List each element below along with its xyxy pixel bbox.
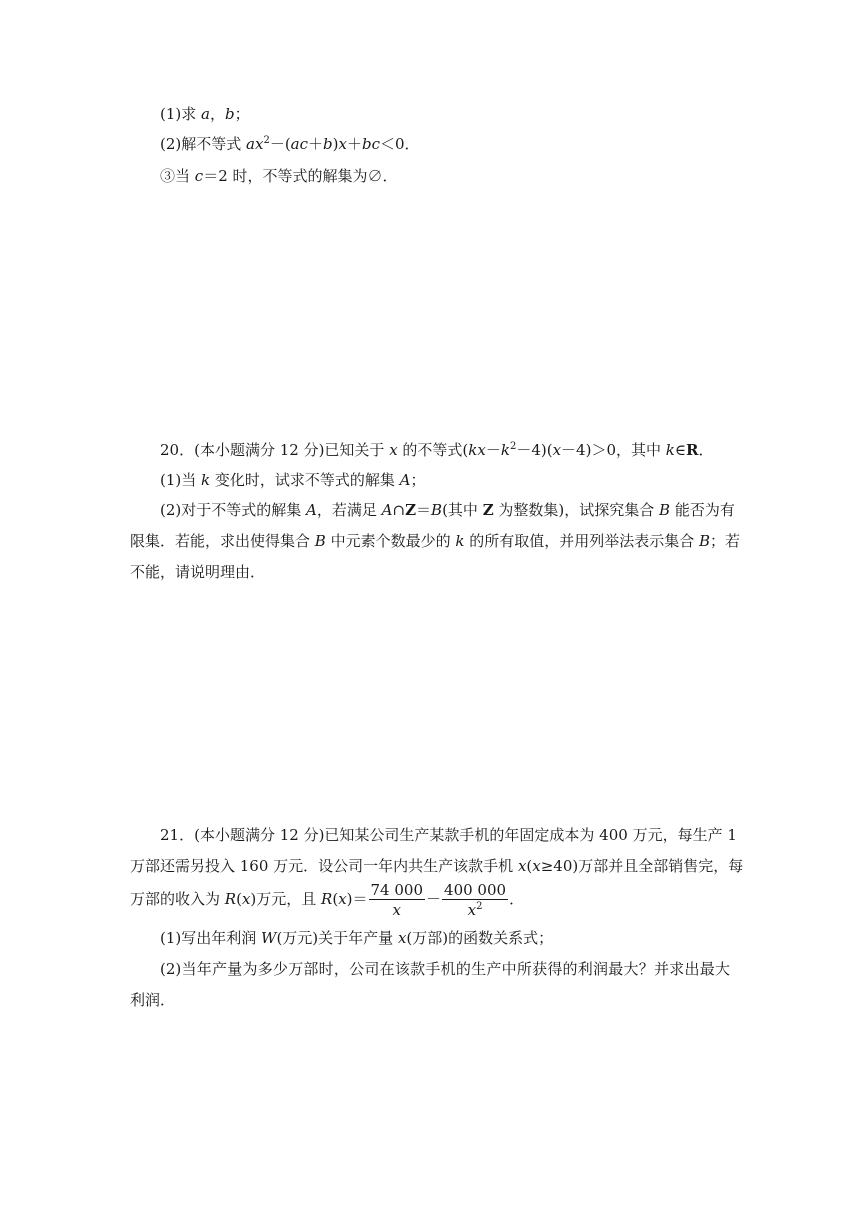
q21-stem-line3: 万部的收入为 R(x)万元，且 R(x)＝ $\frac{74 000}{x}$ － $\frac{400 000}{x^2}$ ． [130, 880, 525, 919]
fraction-74000-over-x: $\frac{74 000}{x}$ [370, 880, 424, 919]
q21-part2-line1: (2)当年产量为多少万部时，公司在该款手机的生产中所获得的利润最大？并求出最大 [160, 960, 730, 978]
q21-part2-line2: 利润． [130, 991, 176, 1009]
q21-part1: (1)写出年利润 W(万元)关于年产量 x(万部)的函数关系式； [160, 929, 554, 947]
q20-part1: (1)当 k 变化时，试求不等式的解集 A； [160, 471, 426, 489]
q21-stem-line2: 万部还需另投入 160 万元．设公司一年内共生产该款手机 x(x≥40)万部并且全部销售完，每 [130, 857, 744, 875]
q20-part2-line2: 限集．若能，求出使得集合 B 中元素个数最少的 k 的所有取值，并用列举法表示集合 B；若 [130, 532, 741, 550]
q20-part2-line3: 不能，请说明理由． [130, 563, 266, 581]
fraction-400000-over-x-squared: $\frac{400 000}{x^2}$ [444, 880, 507, 919]
q19-part3: ③当 c＝2 时，不等式的解集为∅． [160, 167, 398, 185]
q19-part2: (2)解不等式 $ax^2-(ac+b)x+bc<0$． [160, 135, 420, 153]
q21-stem-line1: 21．(本小题满分 12 分)已知某公司生产某款手机的年固定成本为 400 万元，每生产 1 [160, 826, 737, 844]
q19-part1: (1)求 a，b； [160, 105, 250, 123]
q20-part2-line1: (2)对于不等式的解集 A，若满足 A∩Z＝B(其中 Z 为整数集)，试探究集合 B 能否为有 [160, 501, 735, 519]
q20-stem: 20．(本小题满分 12 分)已知关于 x 的不等式$(kx-k^2-4)(x-4)>0$，其中 k∈R． [160, 441, 714, 459]
